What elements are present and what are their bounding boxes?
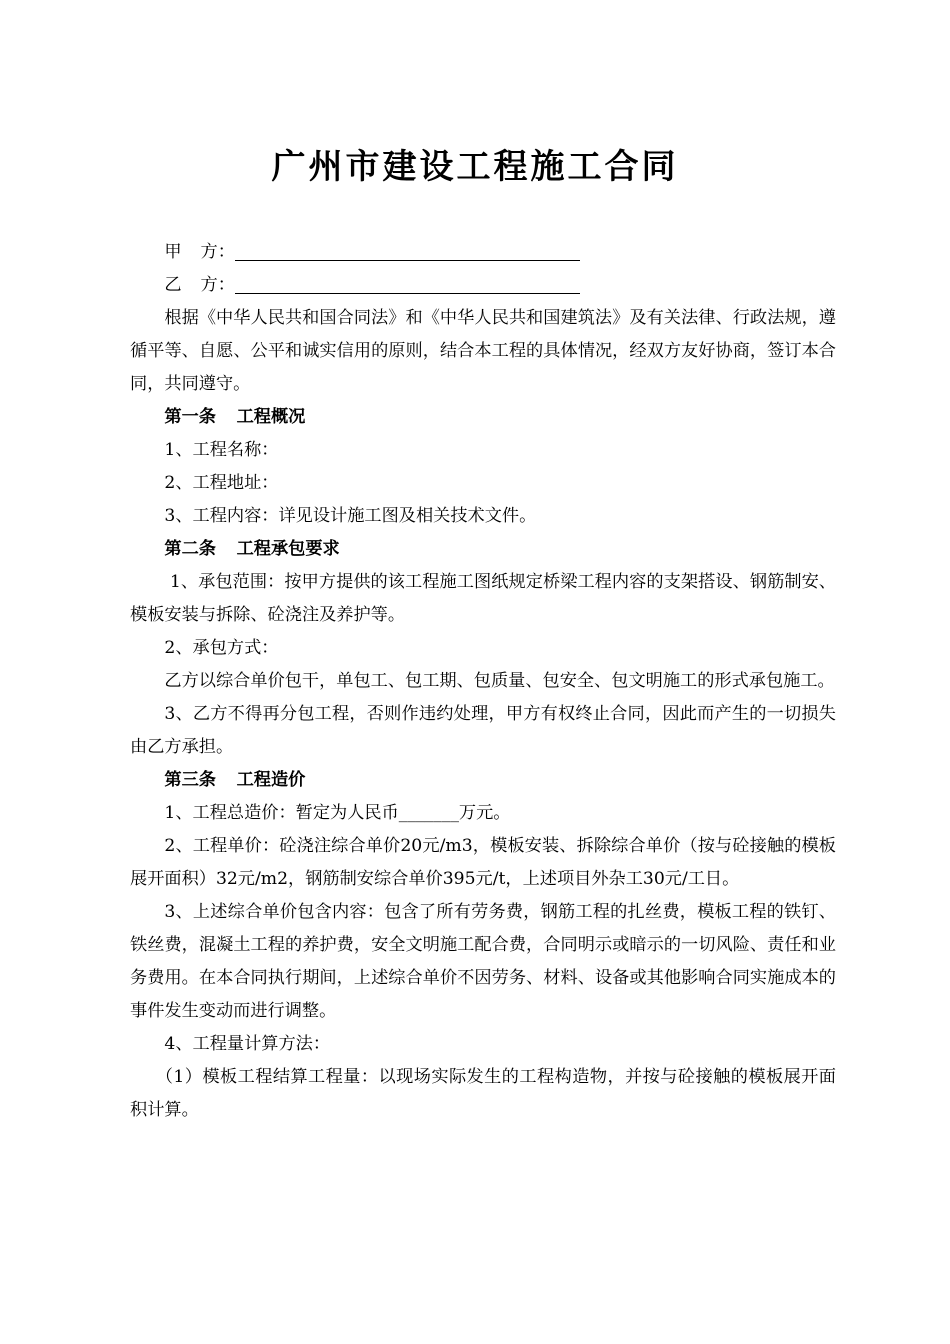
article-2-item-2: 2、承包方式：: [164, 638, 279, 658]
party-b-blank[interactable]: [235, 271, 580, 294]
article-2-item-4: 3、乙方不得再分包工程，否则作违约处理，甲方有权终止合同，因此而产生的一切损失由乙方承担。: [130, 704, 836, 757]
party-a-blank[interactable]: [235, 238, 580, 261]
article-1-name: 工程概况: [236, 407, 306, 427]
article-1-item-1: 1、工程名称：: [164, 440, 279, 460]
article-1-item-2: 2、工程地址：: [164, 473, 279, 493]
document-title: 广州市建设工程施工合同: [271, 147, 679, 187]
article-3-name: 工程造价: [236, 770, 306, 790]
article-1-num: 第一条: [164, 407, 216, 427]
party-a-label-char2: 方：: [200, 242, 235, 262]
article-3-num: 第三条: [164, 770, 216, 790]
party-b-label-char1: 乙: [164, 275, 182, 295]
party-b-label-char2: 方：: [200, 275, 235, 295]
article-3-item-3: 3、上述综合单价包含内容：包含了所有劳务费，钢筋工程的扎丝费，模板工程的铁钉、铁丝费，混凝土工程的养护费，安全文明施工配合费，合同明示或暗示的一切风险、责任和业务费用。在本合同执行期间，上述综合单价不因劳务、材料、设备或其他影响合同实施成本的事件发生变动而进行调整。: [130, 902, 836, 1021]
party-b-line: [130, 269, 836, 302]
article-3-item-4: 4、工程量计算方法：: [164, 1034, 331, 1054]
article-3-item-2: 2、工程单价：砼浇注综合单价20元/m3，模板安装、拆除综合单价（按与砼接触的模板展开面积）32元/m2，钢筋制安综合单价395元/t，上述项目外杂工30元/工日。: [130, 836, 836, 889]
article-2-item-1: 1、承包范围：按甲方提供的该工程施工图纸规定桥梁工程内容的支架搭设、钢筋制安、模板安装与拆除、砼浇注及养护等。: [130, 572, 836, 625]
party-a-label-char1: 甲: [164, 242, 182, 262]
contract-body: [130, 236, 836, 1127]
article-1-heading: [130, 401, 836, 434]
article-2-item-3: 乙方以综合单价包干，单包工、包工期、包质量、包安全、包文明施工的形式承包施工。: [164, 671, 835, 691]
article-2-name: 工程承包要求: [236, 539, 340, 559]
article-3-item-5: （1）模板工程结算工程量：以现场实际发生的工程构造物，并按与砼接触的模板展开面积计算。: [130, 1067, 836, 1120]
article-1-item-3: 3、工程内容：详见设计施工图及相关技术文件。: [164, 506, 537, 526]
article-2-heading: [130, 533, 836, 566]
article-2-num: 第二条: [164, 539, 216, 559]
intro-paragraph: 根据《中华人民共和国合同法》和《中华人民共和国建筑法》及有关法律、行政法规，遵循平等、自愿、公平和诚实信用的原则，结合本工程的具体情况，经双方友好协商，签订本合同，共同遵守。: [130, 308, 836, 394]
article-3-item-1: 1、工程总造价：暂定为人民币_______万元。: [164, 803, 511, 823]
article-3-heading: [130, 764, 836, 797]
party-a-line: [130, 236, 836, 269]
